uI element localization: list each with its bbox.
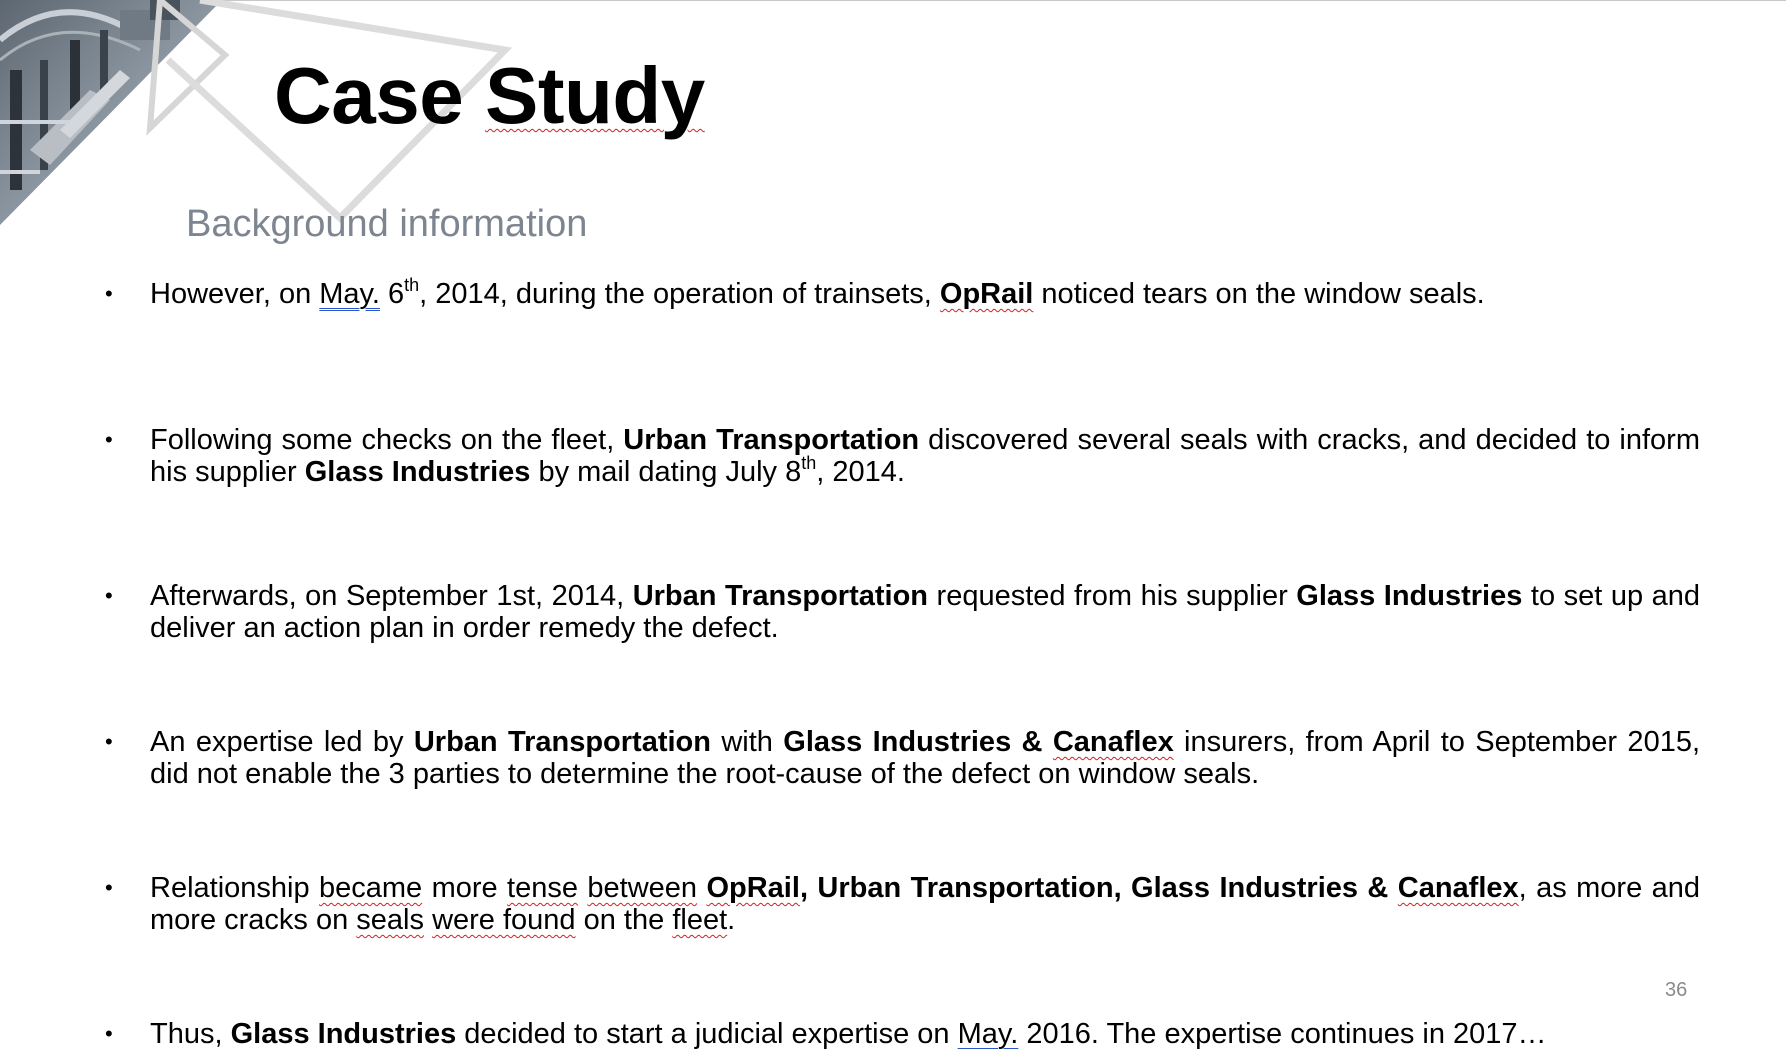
text-run: Relationship bbox=[150, 872, 319, 904]
text-run bbox=[578, 872, 587, 904]
text-run: were found bbox=[432, 904, 576, 936]
bullet-dot: • bbox=[105, 427, 113, 452]
text-run: Following some checks on the fleet, bbox=[150, 424, 624, 456]
text-run: Thus, bbox=[150, 1018, 231, 1050]
text-run: noticed tears on the window seals. bbox=[1033, 278, 1485, 310]
bullet-dot: • bbox=[105, 875, 113, 900]
bold-run: Urban Transportation bbox=[632, 580, 929, 612]
bold-run: Canaflex bbox=[1052, 726, 1174, 758]
bullet-text bbox=[150, 580, 1700, 644]
text-run: became bbox=[319, 872, 423, 904]
text-run: May. bbox=[319, 278, 380, 310]
bold-run: Urban Transportation bbox=[623, 424, 920, 456]
bold-run: Glass Industries bbox=[230, 1018, 457, 1050]
text-run: by mail dating July 8 bbox=[530, 456, 802, 488]
bullet-dot: • bbox=[105, 1021, 113, 1046]
bold-run: , Urban Transportation, Glass Industries & bbox=[799, 872, 1398, 904]
text-run: , 2014, during the operation of trainsets, bbox=[419, 278, 940, 310]
text-run: Afterwards, on September 1st, 2014, bbox=[150, 580, 633, 612]
text-run: discovered several seals with cracks, and decided to inform his supplier bbox=[150, 424, 1700, 488]
text-run: between bbox=[587, 872, 698, 904]
superscript: th bbox=[801, 453, 817, 473]
list-item bbox=[105, 1018, 1700, 1050]
bold-run: OpRail bbox=[939, 278, 1034, 310]
text-run: May. bbox=[957, 1018, 1019, 1050]
list-item bbox=[105, 424, 1700, 488]
text-run: decided to start a judicial expertise on bbox=[456, 1018, 958, 1050]
text-run: more bbox=[422, 872, 508, 904]
bullet-text bbox=[150, 1018, 1700, 1050]
text-run: to set up and deliver an action plan in order remedy the defect. bbox=[150, 580, 1700, 644]
list-item bbox=[105, 580, 1700, 644]
text-run: 6 bbox=[379, 278, 405, 310]
bullet-text bbox=[150, 424, 1700, 488]
text-run: , as more and more cracks on bbox=[150, 872, 1700, 936]
list-item bbox=[105, 872, 1700, 936]
bold-run: Urban Transportation bbox=[413, 726, 711, 758]
bullet-dot: • bbox=[105, 729, 113, 754]
text-run: However, on bbox=[150, 278, 320, 310]
text-run: requested from his supplier bbox=[928, 580, 1297, 612]
bullet-dot: • bbox=[105, 583, 113, 608]
text-run bbox=[424, 904, 432, 936]
text-run: tense bbox=[507, 872, 578, 904]
text-run: , 2014. bbox=[816, 456, 905, 488]
list-item bbox=[105, 726, 1700, 790]
text-run: An expertise led by bbox=[150, 726, 414, 758]
bold-run: Glass Industries & bbox=[783, 726, 1053, 758]
bold-run: Glass Industries bbox=[304, 456, 531, 488]
text-run: seals bbox=[356, 904, 424, 936]
slide-title bbox=[274, 51, 705, 140]
text-run: 2016. The expertise continues in 2017… bbox=[1018, 1018, 1547, 1050]
bullet-dot: • bbox=[105, 281, 113, 306]
bold-run: Glass Industries bbox=[1296, 580, 1523, 612]
bullet-text bbox=[150, 726, 1700, 790]
bold-run: OpRail bbox=[706, 872, 800, 904]
text-run: on the bbox=[575, 904, 673, 936]
slide-subtitle: Background information bbox=[186, 203, 588, 245]
bold-run: Canaflex bbox=[1397, 872, 1519, 904]
title-word-2: Study bbox=[484, 51, 705, 140]
text-run: insurers, from April to September 2015, did not enable the 3 parties to determine the root-cause of the defect on window seals. bbox=[150, 726, 1701, 790]
text-run: . bbox=[727, 904, 736, 936]
text-run: fleet bbox=[672, 904, 728, 936]
text-run: with bbox=[711, 726, 784, 758]
bullet-text bbox=[150, 872, 1700, 936]
superscript: th bbox=[404, 275, 420, 295]
bullet-text bbox=[150, 275, 1700, 310]
list-item bbox=[105, 275, 1700, 310]
title-word-1: Case bbox=[274, 51, 485, 140]
page-number: 36 bbox=[1665, 979, 1688, 1001]
bullet-list bbox=[105, 275, 1701, 1050]
